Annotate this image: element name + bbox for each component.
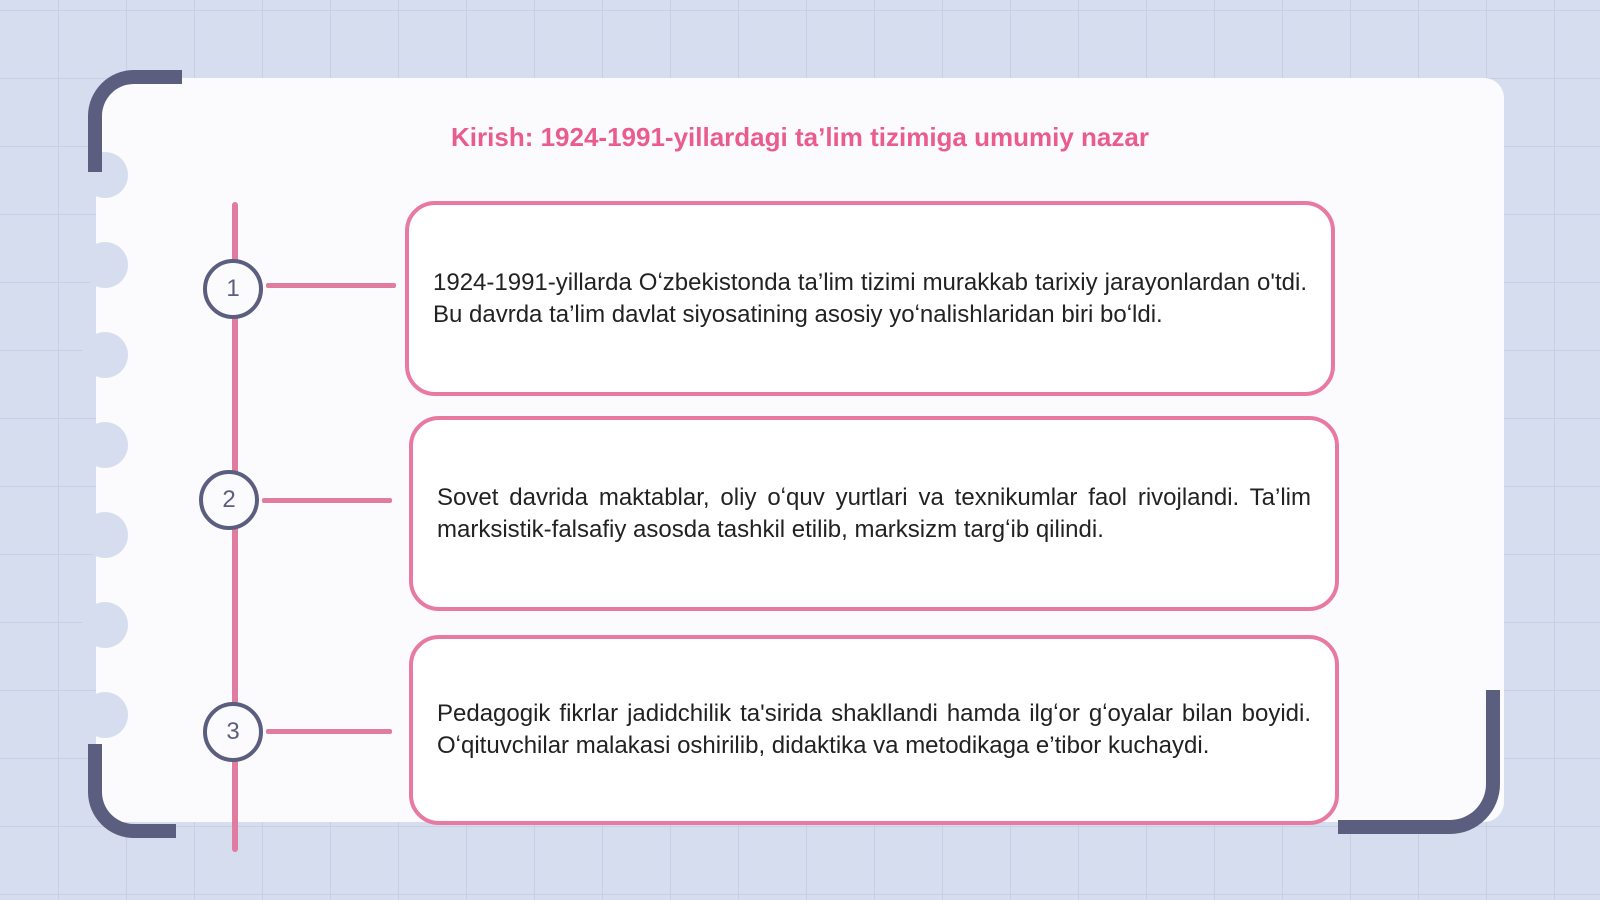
timeline-marker-2: 2 [199,470,259,530]
slide-title: Kirish: 1924-1991-yillardagi taʼlim tizimiga umumiy nazar [451,122,1149,152]
timeline-marker-1: 1 [203,259,263,319]
paper-notch [82,332,128,378]
frame-corner-bottom-left [88,744,176,838]
card-text: Sovet davrida maktablar, oliy oʻquv yurtlari va texnikumlar faol rivojlandi. Ta’lim marksistik-falsafiy asosda tashkil etilib, marksizm targʻib qilindi. [437,483,1311,543]
timeline-connector [266,729,392,734]
card-text: Pedagogik fikrlar jadidchilik ta'sirida shakllandi hamda ilgʻor gʻoyalar bilan boyidi. Oʻqituvchilar malakasi oshirilib, didaktika va metodikaga e’tibor kuchaydi. [437,700,1311,759]
timeline-connector [266,283,396,288]
card-text: 1924-1991-yillarda Oʻzbekistonda ta’lim tizimi murakkab tarixiy jarayonlardan o'tdi. Bu davrda ta’lim davlat siyosatining asosiy yoʻnalishlaridan biri boʻldi. [433,268,1307,328]
timeline-connector [262,498,392,503]
timeline-card-1 [405,201,1335,396]
frame-corner-bottom-right [1338,690,1500,834]
paper-notch [82,692,128,738]
timeline-marker-3: 3 [203,702,263,762]
timeline-card-3 [409,635,1339,825]
timeline-card-2 [409,416,1339,611]
frame-corner-top-left [88,70,182,172]
paper-notch [82,242,128,288]
paper-notch [82,512,128,558]
paper-notch [82,422,128,468]
paper-notch [82,602,128,648]
